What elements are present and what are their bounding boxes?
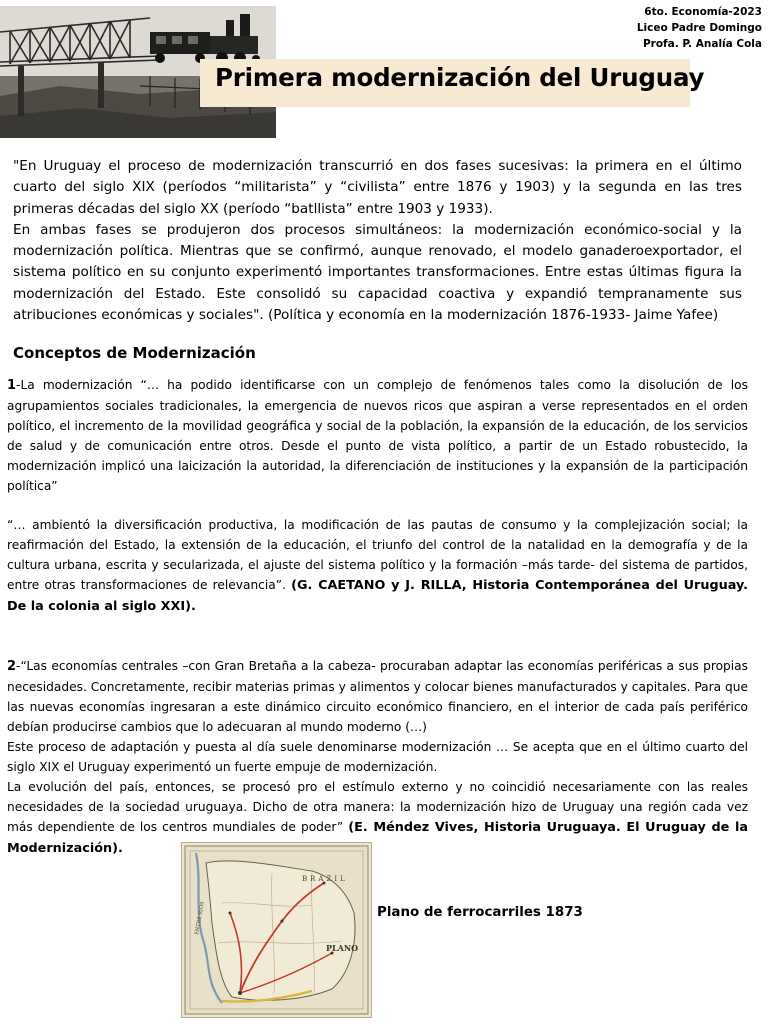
title-banner <box>200 59 705 107</box>
concept-2-text-a: -“Las economías centrales –con Gran Bretaña a la cabeza- procuraban adaptar las economías periféricas a sus propias necesidades. Concretamente, recibir materias primas y alimentos y colocar bienes manufacturados y capitales. Para que las nuevas economías ingresaran a este dinámico circuito económico financiero, en el interior de cada país periférico debían producirse cambios que lo adecuaran al mundo moderno (…) <box>7 659 748 734</box>
concept-1-text-b: “… ambientó la diversificación productiva, la modificación de las pautas de consumo y la complejización social; la reafirmación del Estado, la extensión de la educación, el triunfo del control de la natalidad en la demografía y de la cultura urbana, escrita y secularizada, el ajuste del sistema político y la formación –más tarde- del sistema de partidos, entre otras transformaciones de relevancia”. <box>7 518 748 592</box>
teacher-line: Profa. P. Analía Cola <box>642 38 762 50</box>
section-heading: Conceptos de Modernización <box>13 344 256 362</box>
concept-2-paragraph-b: Este proceso de adaptación y puesta al día suele denominarse modernización … Se acepta que en el último cuarto del siglo XIX el Uruguay experimentó un fuerte empuje de modernización. <box>7 740 748 774</box>
concept-1-text: -La modernización “… ha podido identificarse con un complejo de fenómenos tales como la disolución de los agrupamientos sociales tradicionales, la emergencia de nuevos ricos que aspiran a verse representados en el orden político, el incremento de la movilidad geográfica y social de la población, la expansión de la educación, de los servicios de salud y de comunicación entre otros. Desde el punto de vista político, a partir de un Estado robustecido, la modernización implicó una laicización la autoridad, la diferenciación de instituciones y la expansión de la participación política” <box>7 378 748 493</box>
concept-2-paragraph <box>7 656 748 737</box>
course-info <box>637 4 762 52</box>
course-line: 6to. Economía-2023 <box>644 6 762 18</box>
intro-quote <box>13 156 742 326</box>
concept-2-number: 2 <box>7 659 17 674</box>
concept-2-block <box>7 656 748 859</box>
concept-2-paragraph-c <box>7 777 748 859</box>
railway-map-image <box>181 842 372 1018</box>
concept-2-citation: (E. Méndez Vives, Historia Uruguaya. El Uruguay de la Modernización) <box>7 820 748 856</box>
concept-1-paragraph-2 <box>7 515 748 617</box>
concept-2-text-c: La evolución del país, entonces, se procesó pro el estímulo externo y no coincidió necesariamente con las reales necesidades de la sociedad uruguaya. Dicho de otra manera: la modernización hizo de Uruguay una región cada vez más dependiente de los centros mundiales de poder” <box>7 780 748 834</box>
concept-1-number: 1 <box>7 378 17 393</box>
concept-1-block <box>7 375 748 496</box>
railway-map-drawing <box>182 843 371 1017</box>
concept-1-continuation <box>7 515 748 617</box>
concept-1-paragraph <box>7 375 748 496</box>
school-line: Liceo Padre Domingo <box>636 22 762 34</box>
intro-paragraph-2: En ambas fases se produjeron dos procesos simultáneos: la modernización económico-social y la modernización política. Mientras que se confirmó, aunque renovado, el modelo ganaderoexportador, el sistema político en su conjunto experimentó importantes transformaciones. Entre estas últimas figura la modernización del Estado. Este consolidó su capacidad coactiva y expandió tempranamente sus atribuciones económicas y sociales". (Política y economía en la modernización 1876-1933- Jaime Yafee) <box>13 221 742 324</box>
concept-1-citation: (G. CAETANO y J. RILLA, Historia Contemporánea del Uruguay. De la colonia al siglo XXI). <box>7 578 749 614</box>
map-label-entre-rios: ENTRE RIOS <box>194 901 206 936</box>
map-label-brazil: BRAZIL <box>302 875 348 883</box>
intro-paragraph-1: "En Uruguay el proceso de modernización transcurrió en dos fases sucesivas: la primera en el último cuarto del siglo XIX (períodos “militarista” y “civilista” entre 1876 y 1903) y la segunda en las tres primeras décadas del siglo XX (período “batllista” entre 1903 y 1933). <box>13 158 742 217</box>
concept-2-citation-end: . <box>117 841 123 856</box>
map-caption: Plano de ferrocarriles 1873 <box>377 905 583 920</box>
page-title: Primera modernización del Uruguay <box>215 63 705 92</box>
map-label-plano: PLANO <box>326 943 359 953</box>
